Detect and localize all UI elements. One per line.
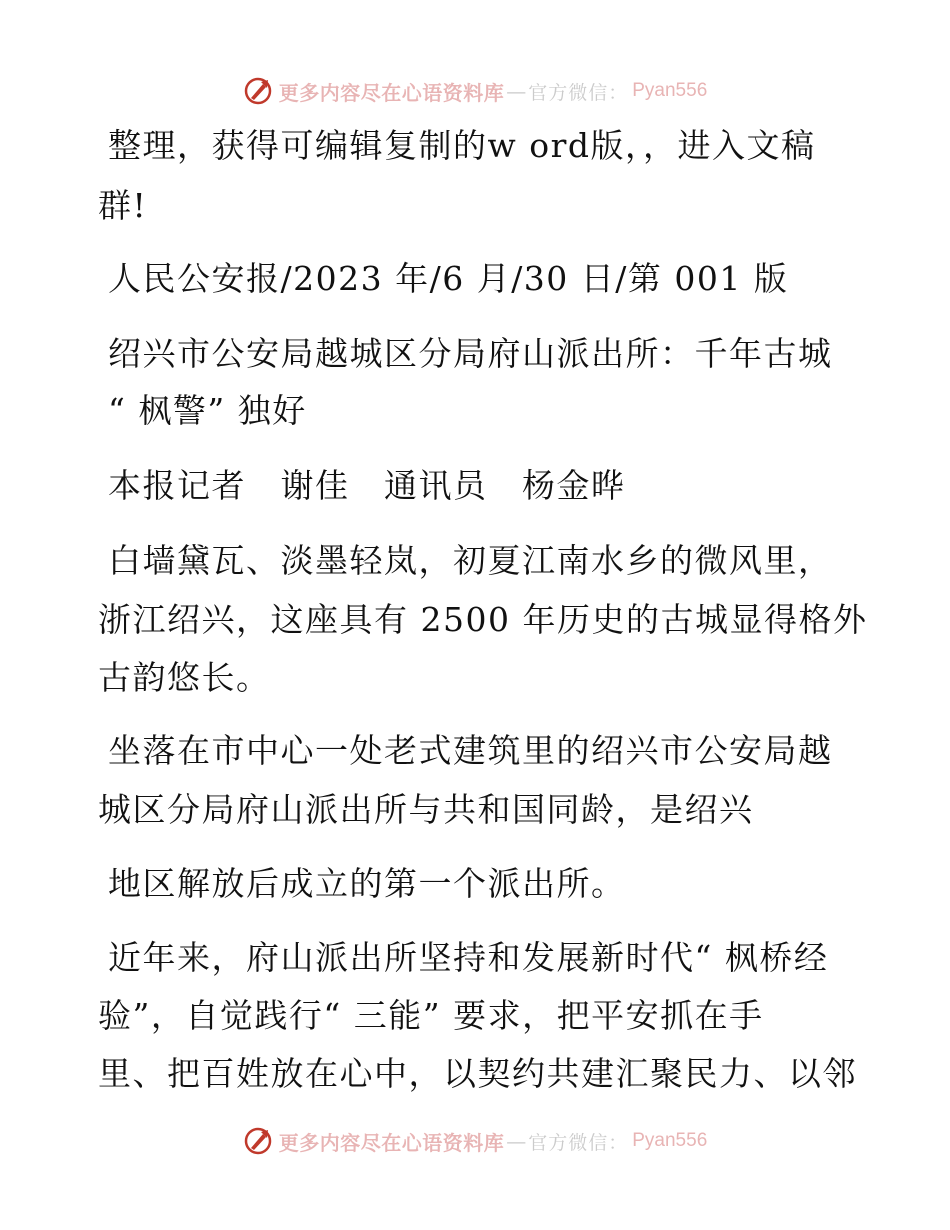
- text-line: 整理，获得可编辑复制的w ord版，，进入文稿: [108, 126, 816, 165]
- byline-source: 人民公安报/2023 年/6 月/30 日/第 001 版: [108, 259, 789, 298]
- text-line: 城区分局府山派出所与共和国同龄，是绍兴: [98, 790, 754, 829]
- text-line: 古韵悠长。: [98, 658, 271, 697]
- text-line: 群!: [98, 186, 148, 225]
- header-watermark: [0, 71, 950, 111]
- article-headline: 绍兴市公安局越城区分局府山派出所：千年古城: [108, 334, 833, 373]
- text-line: 里、把百姓放在心中，以契约共建汇聚民力、以邻: [98, 1054, 857, 1093]
- text-line: 浙江绍兴，这座具有 2500 年历史的古城显得格外: [98, 600, 868, 639]
- byline-authors: 本报记者 谢佳 通讯员 杨金晔: [108, 466, 626, 505]
- watermark-dash: —: [506, 79, 527, 103]
- watermark-title: 更多内容尽在心语资料库: [278, 80, 505, 105]
- text-line: 地区解放后成立的第一个派出所。: [108, 864, 626, 903]
- watermark-wechat-id: Pyan556: [632, 80, 708, 101]
- quill-logo-icon: [243, 76, 273, 106]
- text-line: 近年来，府山派出所坚持和发展新时代“ 枫桥经: [108, 938, 829, 977]
- text-line: 白墙黛瓦、淡墨轻岚，初夏江南水乡的微风里，: [108, 541, 833, 580]
- quill-logo-icon: [243, 1126, 273, 1156]
- watermark-wechat-label: 官方微信：: [528, 81, 629, 104]
- text-line: 坐落在市中心一处老式建筑里的绍兴市公安局越: [108, 731, 833, 770]
- watermark-dash: —: [506, 1129, 527, 1153]
- article-headline-cont: “ 枫警” 独好: [108, 391, 307, 430]
- watermark-wechat-label: 官方微信：: [528, 1131, 629, 1154]
- footer-watermark: [0, 1121, 950, 1161]
- watermark-title: 更多内容尽在心语资料库: [278, 1130, 505, 1155]
- watermark-wechat-id: Pyan556: [632, 1130, 708, 1151]
- text-line: 验”，自觉践行“ 三能” 要求，把平安抓在手: [98, 996, 764, 1035]
